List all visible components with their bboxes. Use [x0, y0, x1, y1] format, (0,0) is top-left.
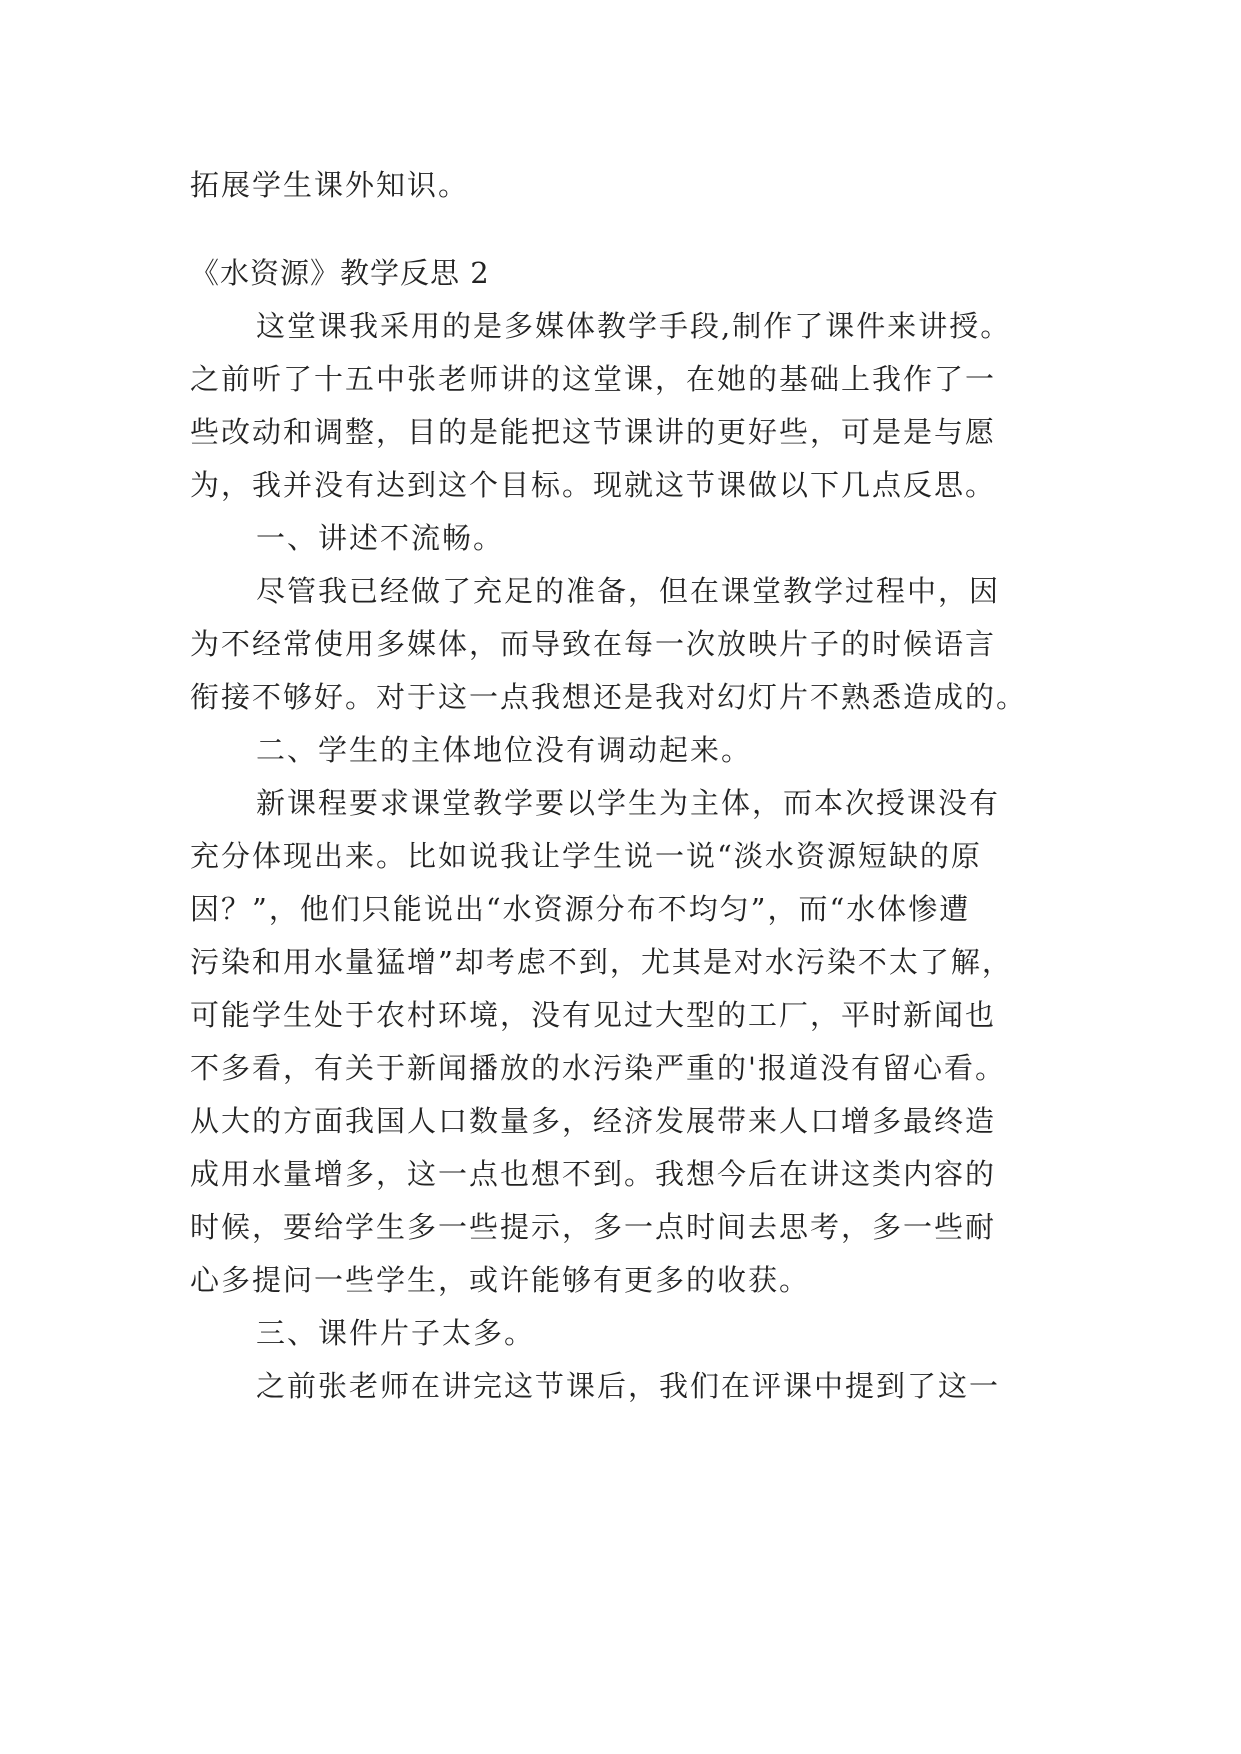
paragraph-line: 为，我并没有达到这个目标。现就这节课做以下几点反思。 [190, 468, 997, 502]
paragraph-line: 新课程要求课堂教学要以学生为主体，而本次授课没有 [256, 786, 1001, 820]
paragraph-line: 为不经常使用多媒体，而导致在每一次放映片子的时候语言 [190, 627, 997, 661]
paragraph-line: 衔接不够好。对于这一点我想还是我对幻灯片不熟悉造成的。 [190, 680, 1028, 714]
paragraph-line: 时候，要给学生多一些提示，多一点时间去思考，多一些耐 [190, 1210, 997, 1244]
paragraph-line: 这堂课我采用的是多媒体教学手段,制作了课件来讲授。 [256, 309, 1012, 343]
paragraph-line: 些改动和调整，目的是能把这节课讲的更好些，可是是与愿 [190, 415, 997, 449]
subheading: 三、课件片子太多。 [256, 1316, 536, 1350]
paragraph-line: 尽管我已经做了充足的准备，但在课堂教学过程中，因 [256, 574, 1001, 608]
paragraph-line: 之前张老师在讲完这节课后，我们在评课中提到了这一 [256, 1369, 1001, 1403]
paragraph-line: 之前听了十五中张老师讲的这堂课，在她的基础上我作了一 [190, 362, 997, 396]
paragraph-line: 因？”，他们只能说出“水资源分布不均匀”，而“水体惨遭 [190, 892, 971, 926]
subheading: 二、学生的主体地位没有调动起来。 [256, 733, 753, 767]
paragraph-line: 污染和用水量猛增”却考虑不到，尤其是对水污染不太了解， [190, 945, 1013, 979]
paragraph-line: 不多看，有关于新闻播放的水污染严重的'报道没有留心看。 [190, 1051, 1006, 1085]
section-heading: 《水资源》教学反思 2 [190, 256, 490, 290]
paragraph-line: 充分体现出来。比如说我让学生说一说“淡水资源短缺的原 [190, 839, 982, 873]
paragraph-line: 可能学生处于农村环境，没有见过大型的工厂，平时新闻也 [190, 998, 997, 1032]
paragraph-line: 心多提问一些学生，或许能够有更多的收获。 [190, 1263, 811, 1297]
paragraph-line: 拓展学生课外知识。 [190, 168, 470, 202]
subheading: 一、讲述不流畅。 [256, 521, 505, 555]
paragraph-line: 成用水量增多，这一点也想不到。我想今后在讲这类内容的 [190, 1157, 997, 1191]
paragraph-line: 从大的方面我国人口数量多，经济发展带来人口增多最终造 [190, 1104, 997, 1138]
